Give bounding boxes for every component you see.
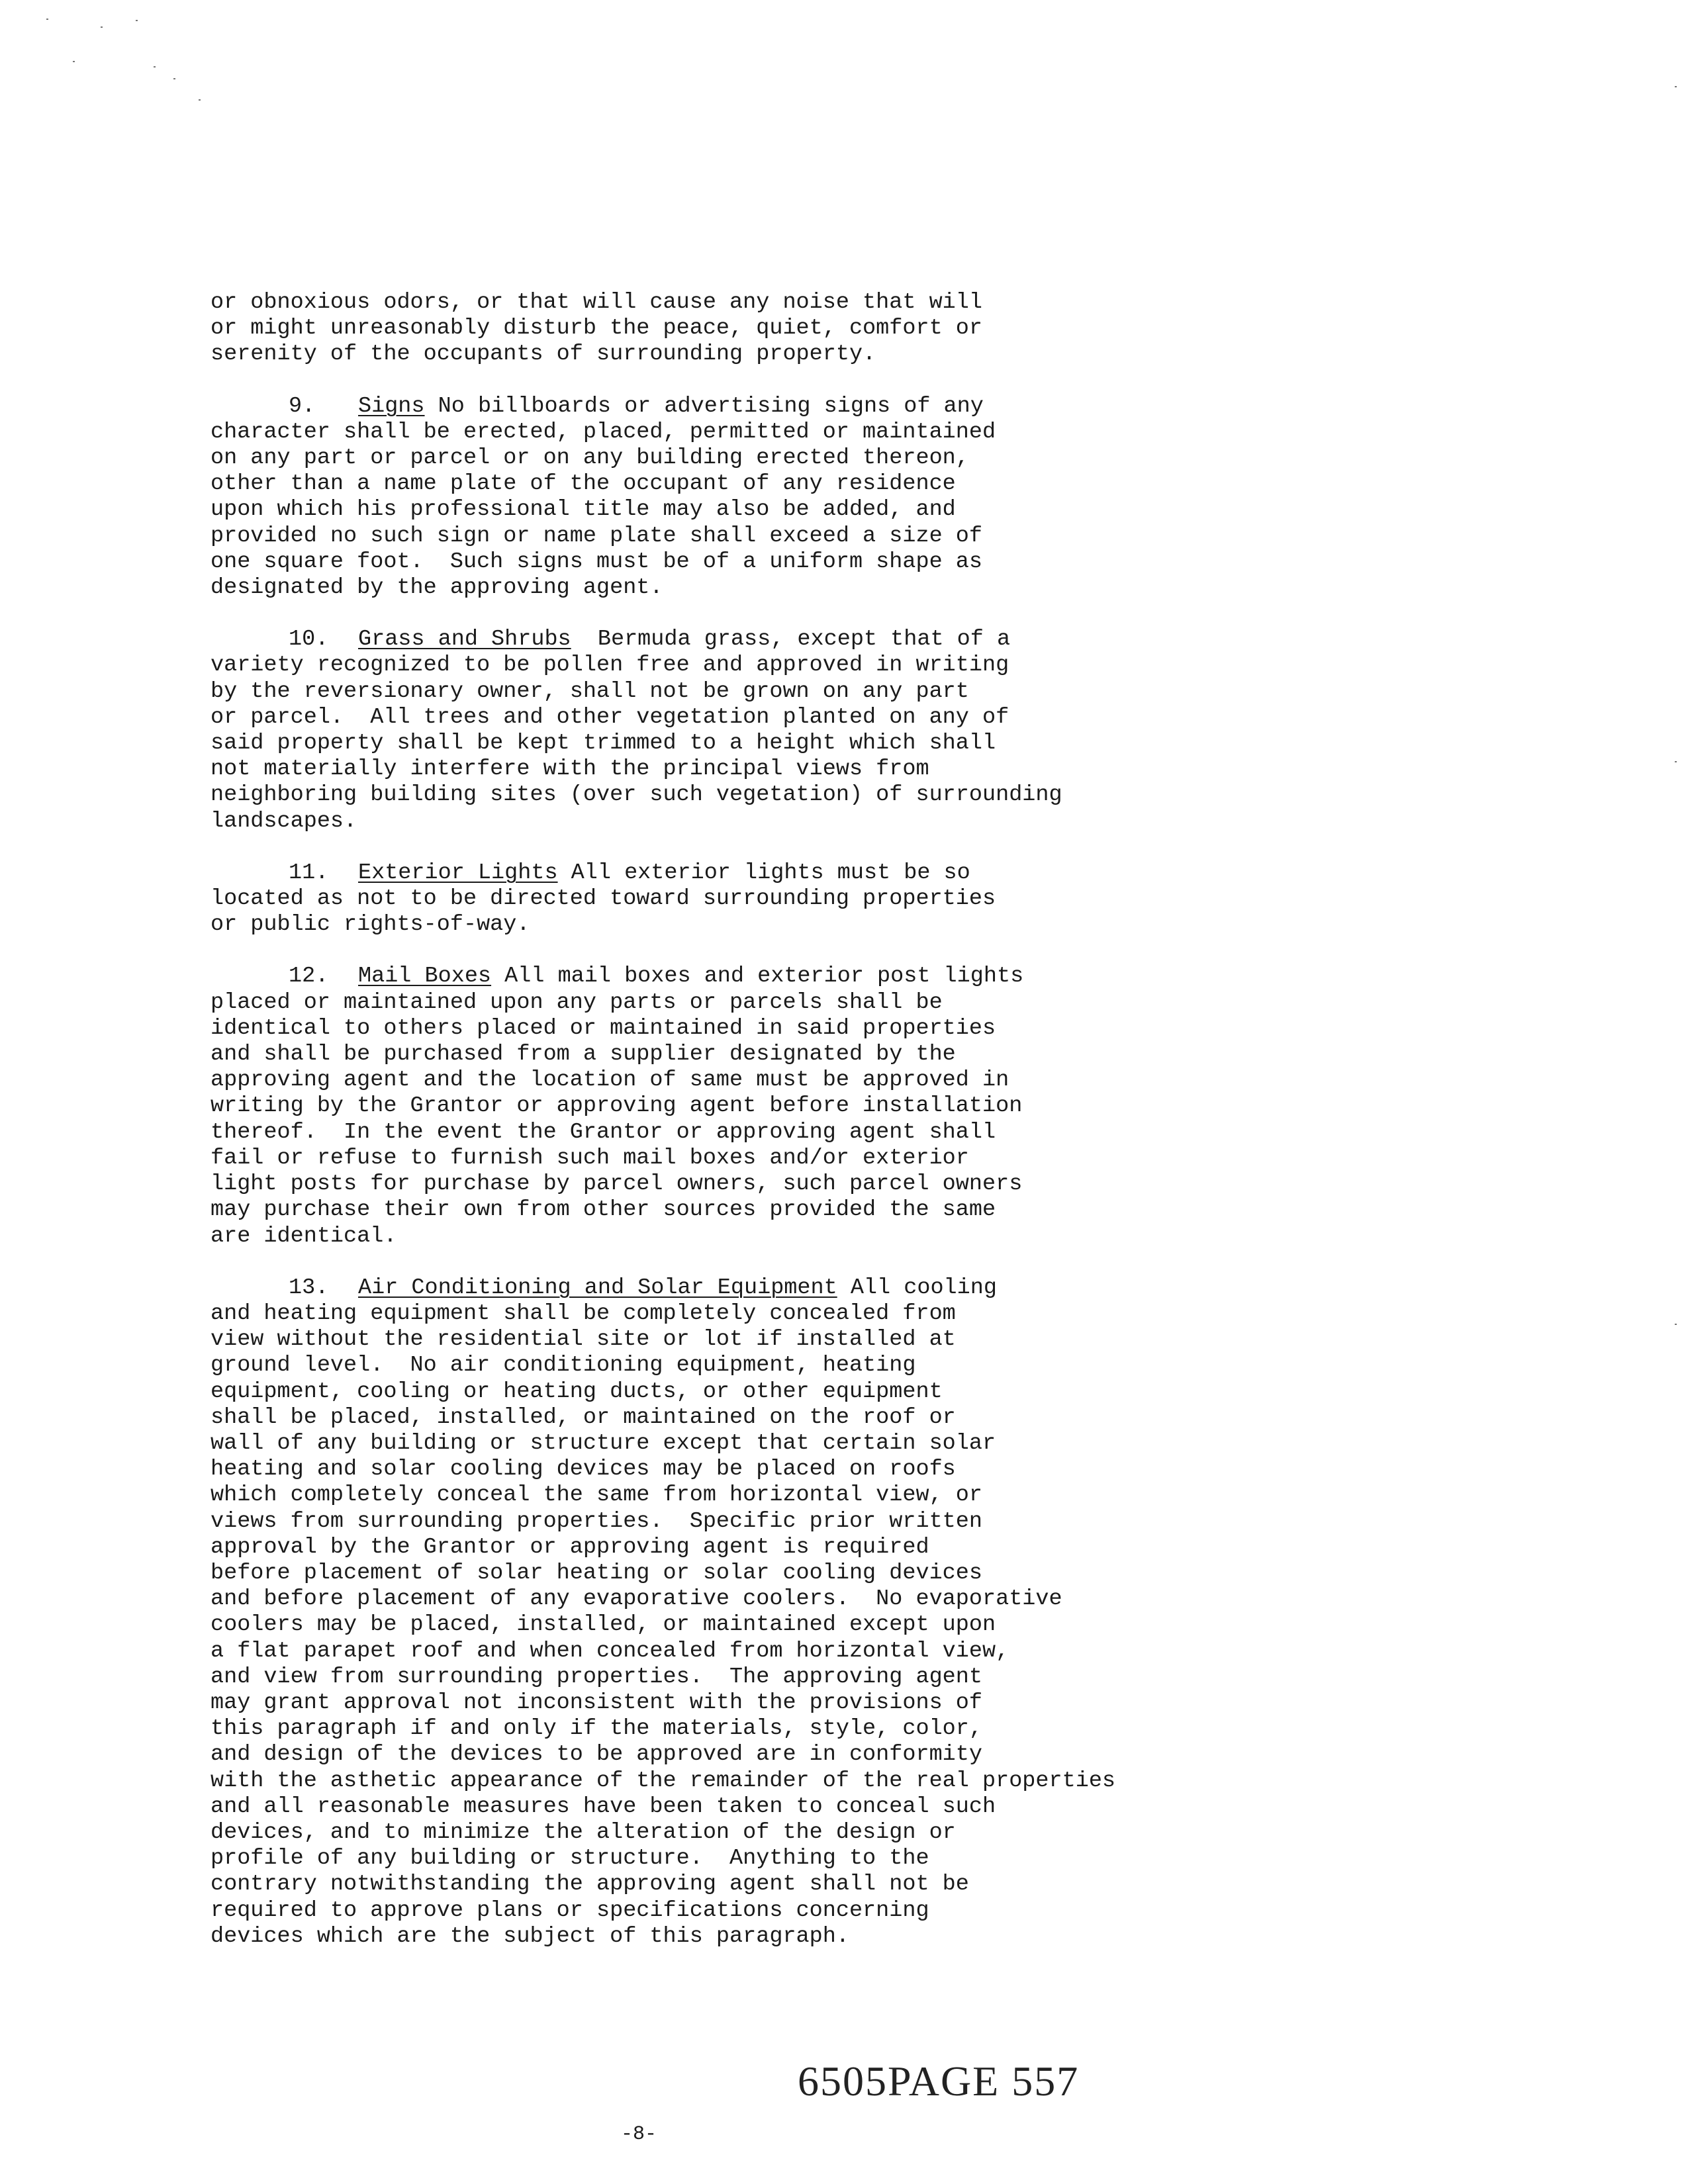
text-line: and view from surrounding properties. The approving agent xyxy=(211,1664,982,1690)
section-number: 12. xyxy=(289,964,329,989)
text-line: profile of any building or structure. Anything to the xyxy=(211,1846,929,1872)
text-line: required to approve plans or specifications concerning xyxy=(211,1897,929,1923)
section-heading: Air Conditioning and Solar Equipment xyxy=(358,1275,837,1300)
section-number: 10. xyxy=(289,627,329,653)
scan-speck xyxy=(136,20,138,21)
text-line: identical to others placed or maintained in said properties xyxy=(211,1015,996,1041)
page-number: -8- xyxy=(621,2123,657,2146)
section-first-line xyxy=(211,860,1402,886)
section-mail-boxes xyxy=(211,964,1402,1249)
text-line: serenity of the occupants of surrounding property. xyxy=(211,341,876,367)
text-line: coolers may be placed, installed, or maintained except upon xyxy=(211,1612,996,1638)
text-line: this paragraph if and only if the materials, style, color, xyxy=(211,1716,982,1742)
scan-speck xyxy=(199,99,201,101)
section-first-line-text: All mail boxes and exterior post lights xyxy=(491,964,1024,989)
text-line: or parcel. All trees and other vegetation planted on any of xyxy=(211,704,1009,730)
text-line: located as not to be directed toward surrounding properties xyxy=(211,886,996,912)
text-line: other than a name plate of the occupant of any residence xyxy=(211,471,956,497)
text-line: writing by the Grantor or approving agent before installation xyxy=(211,1093,1023,1119)
text-line: neighboring building sites (over such vegetation) of surrounding xyxy=(211,782,1062,808)
text-line: by the reversionary owner, shall not be grown on any part xyxy=(211,678,969,704)
scan-speck xyxy=(1675,1324,1677,1325)
text-line: are identical. xyxy=(211,1223,397,1249)
text-line: approving agent and the location of same must be approved in xyxy=(211,1068,1009,1093)
section-first-line-text: All cooling xyxy=(837,1275,997,1300)
recording-stamp: 6505PAGE 557 xyxy=(798,2058,1080,2105)
section-number: 11. xyxy=(289,860,329,886)
section-first-line xyxy=(211,394,1402,420)
text-line: ground level. No air conditioning equipment, heating xyxy=(211,1353,916,1379)
document-body xyxy=(211,290,1402,1976)
section-heading: Signs xyxy=(358,393,425,419)
text-line: or obnoxious odors, or that will cause any noise that will xyxy=(211,290,982,315)
scan-speck xyxy=(101,26,103,28)
text-line: wall of any building or structure except that certain solar xyxy=(211,1430,996,1456)
section-heading: Mail Boxes xyxy=(358,964,492,989)
text-line: light posts for purchase by parcel owners, such parcel owners xyxy=(211,1171,1023,1197)
section-first-line-text: No billboards or advertising signs of any xyxy=(424,393,984,419)
text-line: variety recognized to be pollen free and approved in writing xyxy=(211,653,1009,678)
scan-speck xyxy=(46,19,48,20)
section-first-line-text: Bermuda grass, except that of a xyxy=(571,627,1011,653)
scan-speck xyxy=(154,66,156,68)
text-line: on any part or parcel or on any building erected thereon, xyxy=(211,445,969,471)
text-line: provided no such sign or name plate shall exceed a size of xyxy=(211,523,982,549)
text-line: fail or refuse to furnish such mail boxes and/or exterior xyxy=(211,1145,969,1171)
text-line: and design of the devices to be approved are in conformity xyxy=(211,1742,982,1768)
text-line: and heating equipment shall be completely concealed from xyxy=(211,1300,956,1326)
text-line: shall be placed, installed, or maintained on the roof or xyxy=(211,1404,956,1430)
text-line: or public rights-of-way. xyxy=(211,912,530,938)
text-line: placed or maintained upon any parts or parcels shall be xyxy=(211,989,943,1015)
section-grass-and-shrubs xyxy=(211,627,1402,835)
text-line: with the asthetic appearance of the remainder of the real properties xyxy=(211,1768,1116,1794)
section-air-conditioning-and-solar-equipment xyxy=(211,1275,1402,1950)
text-line: approval by the Grantor or approving agent is required xyxy=(211,1534,929,1560)
text-line: heating and solar cooling devices may be placed on roofs xyxy=(211,1457,956,1482)
text-line: a flat parapet roof and when concealed from horizontal view, xyxy=(211,1638,1009,1664)
section-first-line xyxy=(211,964,1402,989)
section-first-line xyxy=(211,1275,1402,1301)
text-line: said property shall be kept trimmed to a height which shall xyxy=(211,731,996,756)
text-line: may grant approval not inconsistent with the provisions of xyxy=(211,1690,982,1715)
section-heading: Exterior Lights xyxy=(358,860,558,886)
text-line: which completely conceal the same from horizontal view, or xyxy=(211,1482,982,1508)
text-line: and shall be purchased from a supplier designated by the xyxy=(211,1042,956,1068)
scan-speck xyxy=(73,61,75,62)
text-line: designated by the approving agent. xyxy=(211,575,663,601)
section-first-line-text: All exterior lights must be so xyxy=(557,860,970,886)
text-line: or might unreasonably disturb the peace, quiet, comfort or xyxy=(211,316,982,341)
text-line: contrary notwithstanding the approving agent shall not be xyxy=(211,1872,969,1897)
text-line: one square foot. Such signs must be of a uniform shape as xyxy=(211,549,982,574)
section-exterior-lights xyxy=(211,860,1402,938)
section-number: 9. xyxy=(289,393,316,419)
text-line: character shall be erected, placed, permitted or maintained xyxy=(211,419,996,445)
text-line: and all reasonable measures have been taken to conceal such xyxy=(211,1794,996,1819)
text-line: view without the residential site or lot if installed at xyxy=(211,1327,956,1353)
text-line: before placement of solar heating or solar cooling devices xyxy=(211,1560,982,1586)
text-line: not materially interfere with the principal views from xyxy=(211,756,929,782)
scan-speck xyxy=(173,78,175,79)
text-line: equipment, cooling or heating ducts, or other equipment xyxy=(211,1379,943,1404)
continuation-paragraph xyxy=(211,290,1402,368)
section-first-line xyxy=(211,627,1402,653)
text-line: landscapes. xyxy=(211,808,357,834)
section-number: 13. xyxy=(289,1275,329,1300)
text-line: upon which his professional title may also be added, and xyxy=(211,497,956,523)
text-line: views from surrounding properties. Specific prior written xyxy=(211,1508,982,1534)
text-line: and before placement of any evaporative coolers. No evaporative xyxy=(211,1586,1062,1612)
text-line: may purchase their own from other sources provided the same xyxy=(211,1197,996,1223)
section-signs xyxy=(211,394,1402,602)
scan-speck xyxy=(1675,761,1677,762)
text-line: thereof. In the event the Grantor or approving agent shall xyxy=(211,1119,996,1145)
section-heading: Grass and Shrubs xyxy=(358,627,571,653)
text-line: devices which are the subject of this paragraph. xyxy=(211,1923,849,1949)
text-line: devices, and to minimize the alteration of the design or xyxy=(211,1819,956,1845)
scan-speck xyxy=(1675,86,1677,87)
